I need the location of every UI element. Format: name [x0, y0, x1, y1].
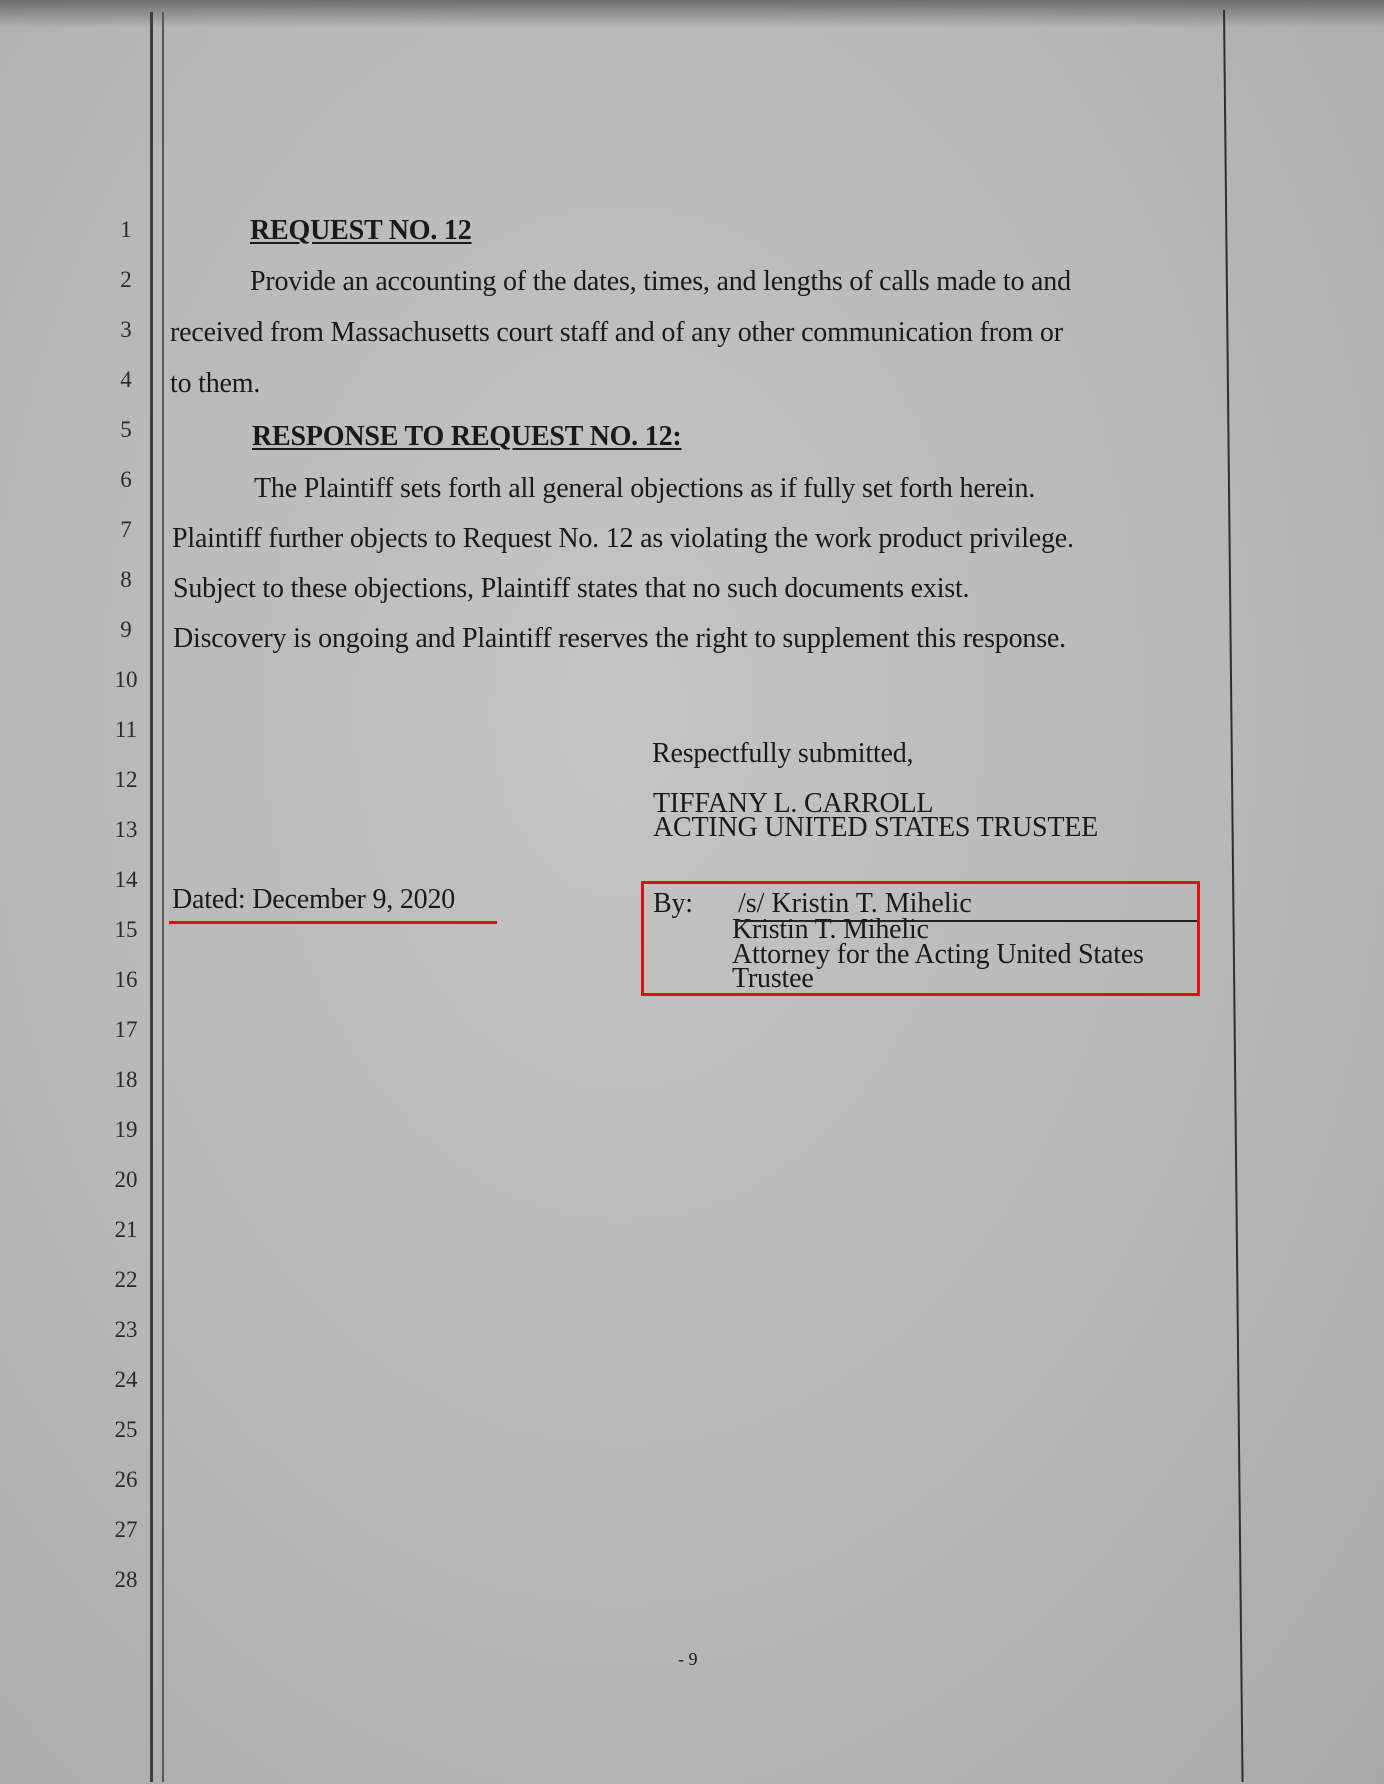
line-number: 28	[114, 1567, 138, 1592]
date-highlight-underline	[169, 921, 497, 924]
line-number: 7	[120, 517, 132, 542]
line-number: 10	[114, 667, 138, 692]
response-text-line: The Plaintiff sets forth all general objections as if fully set forth herein.	[254, 473, 1036, 504]
line-number: 18	[114, 1067, 138, 1092]
line-number: 6	[120, 467, 132, 492]
request-text-line: to them.	[170, 368, 261, 399]
line-number: 4	[120, 367, 132, 392]
line-number: 8	[120, 567, 132, 592]
line-number: 1	[120, 217, 132, 242]
scan-shadow	[0, 0, 1384, 28]
e-signature: /s/ Kristin T. Mihelic	[738, 888, 1200, 922]
line-number: 2	[120, 267, 132, 292]
left-margin-rule-inner	[162, 12, 164, 1782]
request-heading: REQUEST NO. 12	[250, 215, 472, 246]
line-number: 24	[114, 1367, 138, 1392]
line-number: 17	[114, 1017, 138, 1042]
dated-line: Dated: December 9, 2020	[172, 884, 456, 915]
line-number: 22	[114, 1267, 138, 1292]
line-number: 26	[114, 1467, 138, 1492]
page-number: - 9	[678, 1649, 698, 1669]
line-number: 19	[114, 1117, 138, 1142]
signer-title-continued: Trustee	[732, 963, 814, 994]
line-number: 11	[114, 717, 138, 742]
line-number: 25	[114, 1417, 138, 1442]
line-number: 21	[114, 1217, 138, 1242]
request-text-line: Provide an accounting of the dates, times, and lengths of calls made to and	[250, 266, 1071, 297]
trustee-name: TIFFANY L. CARROLL	[653, 788, 934, 819]
response-text-line: Discovery is ongoing and Plaintiff reserves the right to supplement this response.	[173, 623, 1066, 654]
line-number: 5	[120, 417, 132, 442]
line-number: 15	[114, 917, 138, 942]
line-number: 27	[114, 1517, 138, 1542]
right-margin-rule	[1223, 10, 1244, 1782]
line-number: 20	[114, 1167, 138, 1192]
line-number: 12	[114, 767, 138, 792]
request-text-line: received from Massachusetts court staff and of any other communication from or	[170, 317, 1063, 348]
signer-title: Attorney for the Acting United States	[732, 939, 1144, 970]
line-number: 16	[114, 967, 138, 992]
response-heading: RESPONSE TO REQUEST NO. 12:	[252, 421, 682, 452]
line-number: 9	[120, 617, 132, 642]
signer-name: Kristin T. Mihelic	[732, 914, 929, 945]
trustee-title: ACTING UNITED STATES TRUSTEE	[653, 812, 1099, 843]
by-label: By:	[653, 888, 693, 919]
line-number: 13	[114, 817, 138, 842]
signature-highlight-box	[641, 881, 1200, 996]
line-number: 3	[120, 317, 132, 342]
response-text-line: Subject to these objections, Plaintiff states that no such documents exist.	[173, 573, 970, 604]
closing-text: Respectfully submitted,	[652, 738, 914, 769]
left-margin-rule	[150, 12, 153, 1782]
line-number: 14	[114, 867, 138, 892]
response-text-line: Plaintiff further objects to Request No. 12 as violating the work product privilege.	[172, 523, 1074, 554]
line-number: 23	[114, 1317, 138, 1342]
